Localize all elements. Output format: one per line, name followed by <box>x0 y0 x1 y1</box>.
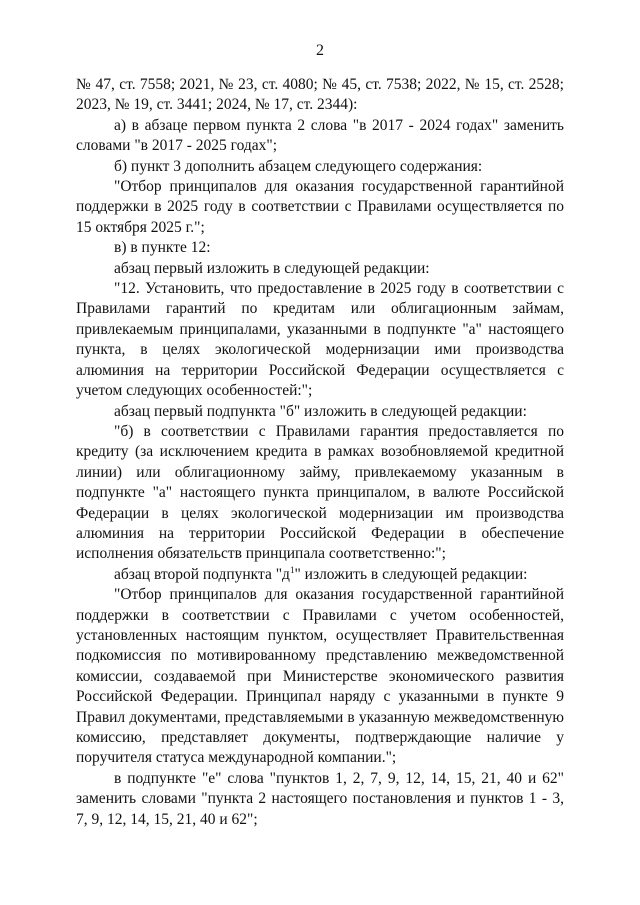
d1-before: абзац второй подпункта "д <box>114 565 290 583</box>
paragraph-subitem-b-intro: абзац первый подпункта "б" изложить в следующей редакции: <box>114 402 527 420</box>
paragraph-subitem-e: в подпункте "е" слова "пунктов 1, 2, 7, 9, 12, 14, 15, 21, 40 и 62" заменить словами "пункта 2 настоящего постановления и пунктов 1 - 3, 7, 9, 12, 14, 15, 21, 40 и 62"; <box>76 769 564 828</box>
d1-superscript: 1 <box>289 564 295 575</box>
paragraph-quote-selection: "Отбор принципалов для оказания государственной гарантийной поддержки в 2025 году в соответствии с Правилами осуществляется по 15 октября 2025 г."; <box>76 178 564 236</box>
d1-after: " изложить в следующей редакции: <box>294 565 528 583</box>
document-body <box>76 75 564 830</box>
paragraph-first-abzac: абзац первый изложить в следующей редакции: <box>114 259 430 277</box>
paragraph-quote-selection-procedure: "Отбор принципалов для оказания государственной гарантийной поддержки в соответствии с Правилами с учетом особенностей, установленных настоящим пунктом, осуществляет Правительственная подкомиссия по мотивированному представлению межведомственной комиссии, создаваемой при Министерстве экономического развития Российской Федерации. Принципал наряду с указанными в пункте 9 Правил документами, представляемыми в указанную межведомственную комиссию, представляет документы, подтверждающие наличие у поручителя статуса международной компании."; <box>76 586 564 767</box>
page-number: 2 <box>316 42 324 59</box>
paragraph-item-v: в) в пункте 12: <box>114 239 211 257</box>
paragraph-citation-continuation: № 47, ст. 7558; 2021, № 23, ст. 4080; № 45, ст. 7538; 2022, № 15, ст. 2528; 2023, № 19, ст. 3441; 2024, № 17, ст. 2344): <box>76 76 564 114</box>
paragraph-quote-12: "12. Установить, что предоставление в 2025 году в соответствии с Правилами гарантий по кредитам или облигационным займам, привлекаемым принципалами, указанными в подпункте "а" настоящего пункта, в целях экологической модернизации ими производства алюминия на территории Российской Федерации осуществляется с учетом следующих особенностей:"; <box>76 280 564 400</box>
paragraph-item-a: а) в абзаце первом пункта 2 слова "в 2017 - 2024 годах" заменить словами "в 2017 - 2025 годах"; <box>76 116 564 155</box>
paragraph-subitem-d1-intro <box>76 565 564 585</box>
paragraph-item-b: б) пункт 3 дополнить абзацем следующего содержания: <box>114 157 483 175</box>
paragraph-quote-subitem-b: "б) в соответствии с Правилами гарантия предоставляется по кредиту (за исключением кредита в рамках возобновляемой кредитной линии) или облигационному займу, привлекаемому указанным в подпункте "а" настоящего пункта принципалом, в валюте Российской Федерации в целях экологической модернизации им производства алюминия на территории Российской Федерации в обеспечение исполнения обязательств принципала соответственно:"; <box>76 422 564 563</box>
